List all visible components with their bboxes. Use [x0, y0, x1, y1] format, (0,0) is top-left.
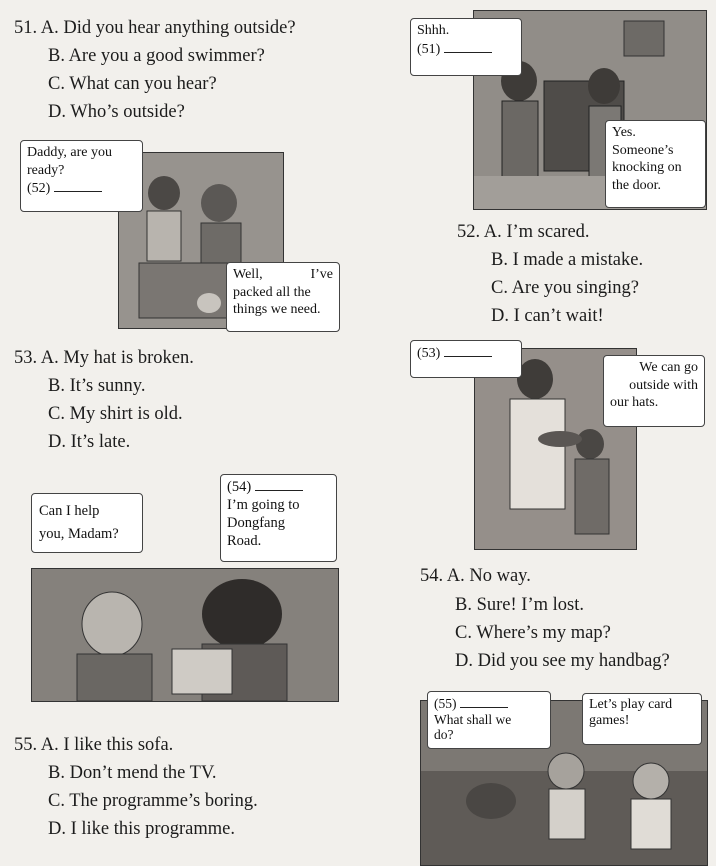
bubble-text: our hats.	[610, 395, 659, 410]
question-54	[420, 567, 531, 586]
bubble-text: ready?	[27, 162, 65, 178]
bubble-text: the door.	[612, 177, 661, 193]
question-53	[14, 349, 194, 368]
question-51	[14, 19, 296, 38]
blank-number: (51)	[417, 41, 441, 57]
question-number: 53.	[14, 348, 38, 368]
option-d: D. Who’s outside?	[48, 102, 185, 122]
option-b: B. Sure! I’m lost.	[455, 595, 584, 615]
bubble-blank-55	[434, 695, 544, 712]
option-a: A. Did you hear anything outside?	[40, 18, 296, 38]
question-number: 54.	[420, 566, 444, 586]
bubble-text: do?	[434, 727, 454, 743]
option-b: B. Are you a good swimmer?	[48, 46, 265, 66]
option-c: C. What can you hear?	[48, 74, 217, 94]
option-a: A. I’m scared.	[483, 222, 590, 242]
bubble-text: outside with	[629, 377, 698, 393]
option-b: B. Don’t mend the TV.	[48, 763, 217, 783]
bubble-blank-51	[417, 40, 515, 59]
blank-number: (52)	[27, 181, 51, 196]
illustration-street-scene	[31, 568, 339, 702]
option-d: D. Did you see my handbag?	[455, 651, 670, 671]
option-b: B. It’s sunny.	[48, 376, 146, 396]
bubble-text: Daddy, are you	[27, 145, 113, 160]
answer-blank	[255, 478, 303, 491]
speech-bubble-shhh	[410, 18, 522, 76]
option-a: A. My hat is broken.	[40, 348, 194, 368]
speech-bubble-knocking	[605, 120, 706, 208]
bubble-text: Dongfang	[227, 515, 285, 532]
bubble-word: Well,	[233, 267, 263, 282]
bubble-text: games!	[589, 713, 630, 729]
answer-blank	[460, 695, 508, 708]
bubble-blank-54	[227, 478, 330, 496]
blank-number: (53)	[417, 346, 441, 361]
bubble-text: you, Madam?	[39, 526, 119, 543]
option-a: A. No way.	[446, 566, 531, 586]
bubble-text: packed all the	[233, 284, 311, 300]
question-52	[457, 223, 590, 242]
bubble-text	[233, 266, 333, 284]
bubble-word: I’ve	[310, 267, 333, 282]
speech-bubble-card-games	[582, 693, 702, 745]
blank-number: (54)	[227, 479, 252, 495]
bubble-blank-53	[417, 344, 515, 363]
speech-bubble-help	[31, 493, 143, 553]
blank-number: (55)	[434, 696, 457, 711]
option-d: D. I can’t wait!	[491, 306, 604, 326]
option-d: D. It’s late.	[48, 432, 131, 452]
bubble-text: Can I help	[39, 503, 100, 519]
bubble-text: Road.	[227, 533, 262, 550]
bubble-blank-52	[27, 179, 136, 198]
street-scene-drawing	[32, 569, 338, 701]
bubble-text: knocking on	[612, 160, 682, 175]
answer-blank	[54, 179, 102, 192]
option-d: D. I like this programme.	[48, 819, 236, 839]
speech-bubble-53	[410, 340, 522, 378]
bubble-text: I’m going to	[227, 497, 300, 514]
bubble-text: Yes.	[612, 125, 636, 140]
question-number: 55.	[14, 735, 38, 755]
answer-blank	[444, 344, 492, 357]
bubble-text: Someone’s	[612, 142, 674, 158]
option-c: C. The programme’s boring.	[48, 791, 258, 811]
speech-bubble-packed	[226, 262, 340, 332]
option-c: C. Where’s my map?	[455, 623, 611, 643]
option-c: C. Are you singing?	[491, 278, 639, 298]
bubble-text: What shall we	[434, 711, 512, 727]
bubble-text: Let’s play card	[589, 697, 673, 712]
speech-bubble-what-shall	[427, 691, 551, 749]
speech-bubble-daddy	[20, 140, 143, 212]
speech-bubble-hats	[603, 355, 705, 427]
bubble-text: Shhh.	[417, 23, 450, 38]
bubble-text: things we need.	[233, 302, 321, 317]
question-number: 51.	[14, 18, 38, 38]
question-55	[14, 736, 173, 755]
speech-bubble-going	[220, 474, 337, 562]
option-a: A. I like this sofa.	[40, 735, 174, 755]
bubble-text: We can go	[639, 360, 698, 375]
answer-blank	[444, 40, 492, 53]
option-b: B. I made a mistake.	[491, 250, 644, 270]
question-number: 52.	[457, 222, 481, 242]
option-c: C. My shirt is old.	[48, 404, 183, 424]
